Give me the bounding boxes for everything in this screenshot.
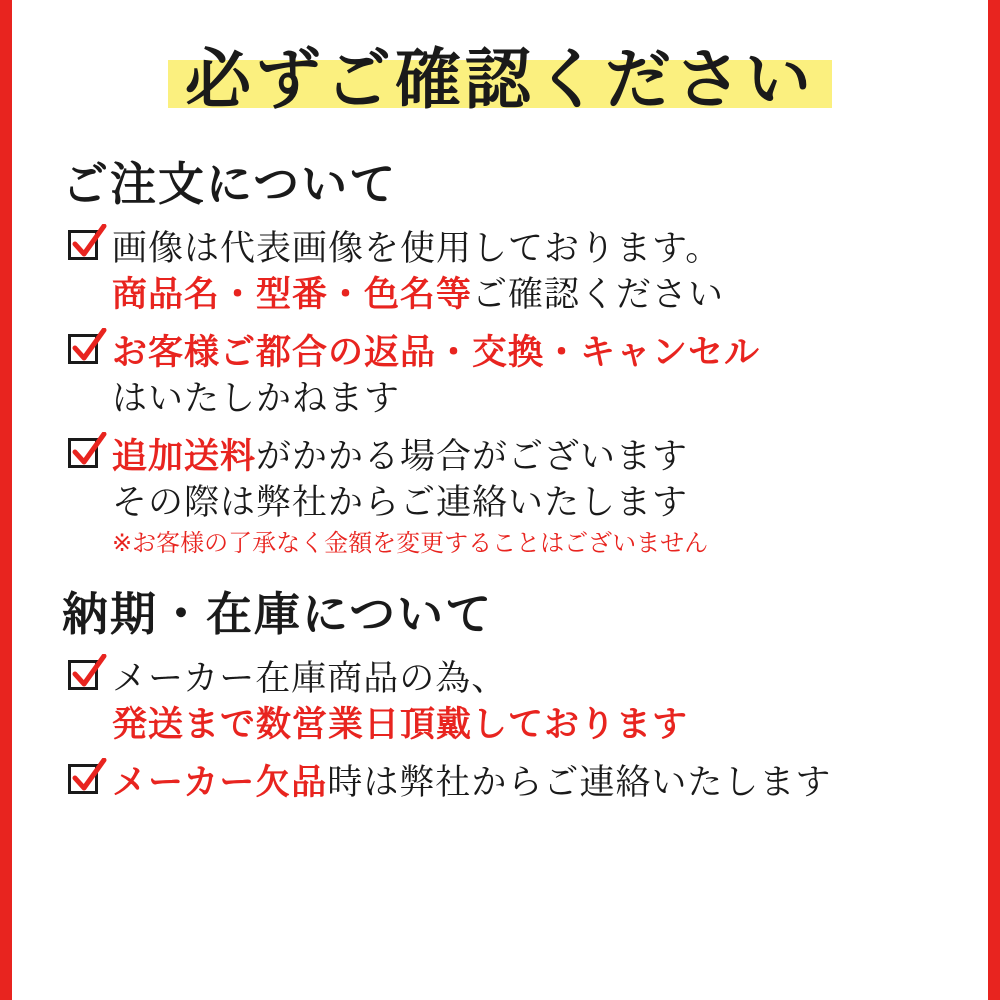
list-item-line: 画像は代表画像を使用しております。 — [112, 229, 722, 269]
list-item-line: 発送まで数営業日頂戴しております — [112, 705, 689, 745]
list-item — [68, 760, 960, 806]
list-item-line — [112, 272, 960, 318]
banner — [40, 34, 960, 126]
checkbox-checked-icon — [68, 438, 104, 474]
emphasis-text: 追加送料 — [112, 437, 257, 477]
plain-text: 時は弊社からご連絡いたします — [327, 763, 832, 803]
list-item-line — [112, 760, 960, 806]
list-item — [68, 330, 960, 422]
list-item-text — [112, 434, 960, 560]
list-item — [68, 656, 960, 748]
list-item-note: ※お客様の了承なく金額を変更することはございません — [112, 529, 709, 557]
list-item — [68, 226, 960, 318]
right-red-border — [988, 0, 1000, 1000]
list-item-line — [112, 434, 960, 480]
checkbox-checked-icon — [68, 230, 104, 266]
page-title: 必ずご確認ください — [185, 41, 815, 118]
plain-text: がかかる場合がございます — [256, 437, 689, 477]
section-heading-delivery: 納期・在庫について — [62, 587, 494, 641]
list-item-line: メーカー在庫商品の為、 — [112, 659, 508, 699]
emphasis-text: 商品名・型番・色名等 — [112, 275, 473, 315]
checkbox-checked-icon — [68, 334, 104, 370]
list-item-line: その際は弊社からご連絡いたします — [112, 483, 689, 523]
checkbox-checked-icon — [68, 660, 104, 696]
emphasis-text: メーカー欠品 — [112, 763, 328, 803]
section-heading-orders: ご注文について — [62, 157, 398, 211]
left-red-border — [0, 0, 12, 1000]
list-item-line: はいたしかねます — [112, 379, 401, 419]
list-item-line: お客様ご都合の返品・交換・キャンセル — [112, 333, 761, 373]
list-item-text — [112, 656, 960, 748]
list-item-text — [112, 226, 960, 318]
notice-page — [12, 0, 988, 1000]
checkbox-checked-icon — [68, 764, 104, 800]
list-item-text — [112, 330, 960, 422]
plain-text: ご確認ください — [472, 275, 725, 315]
list-item — [68, 434, 960, 560]
list-item-text — [112, 760, 960, 806]
